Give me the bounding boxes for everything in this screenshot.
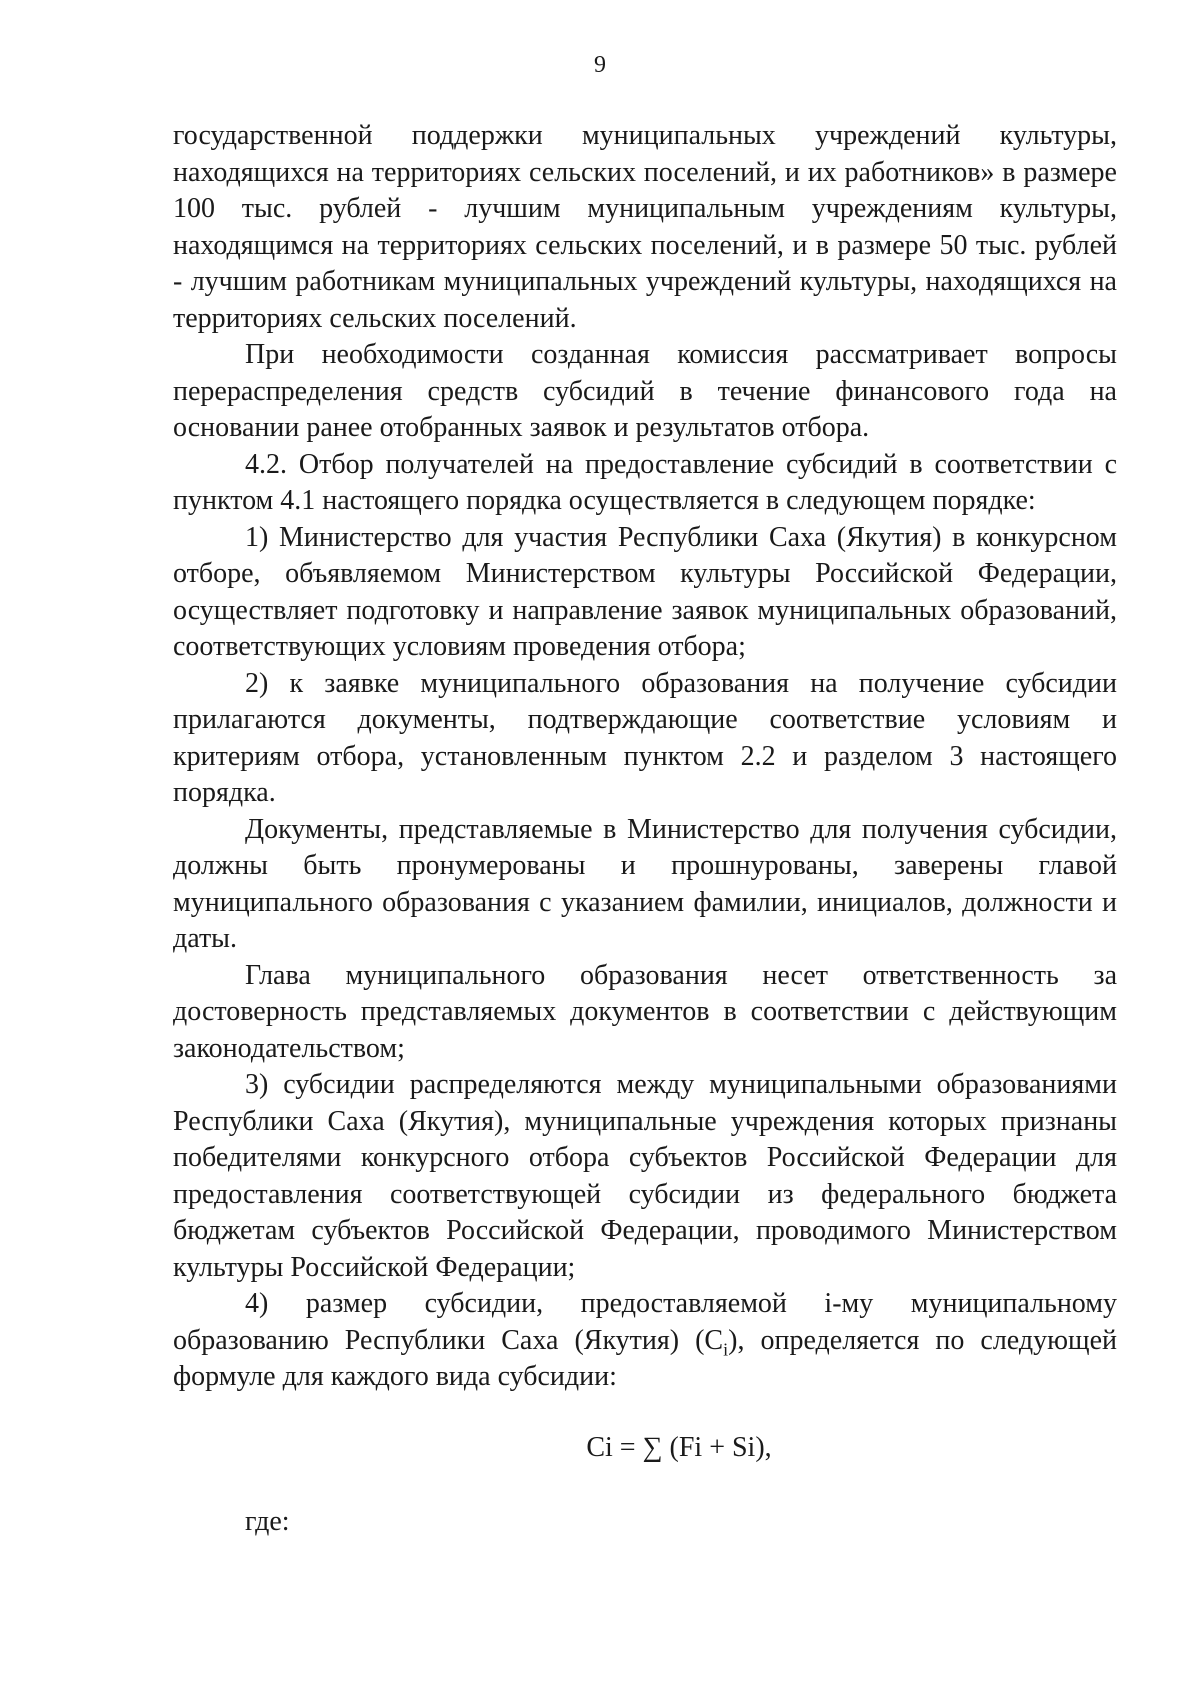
list-item-1: 1) Министерство для участия Республики Саха (Якутия) в конкурсном отборе, объявляемом Министерством культуры Российской Федерации, осуществляет подготовку и направление заявок муниципальных образований, соответствующих условиям проведения отбора; [173, 521, 1117, 662]
document-body [173, 118, 1117, 1540]
paragraph-documents: Документы, представляемые в Министерство для получения субсидии, должны быть пронумерованы и прошнурованы, заверены главой муниципального образования с указанием фамилии, инициалов, должности и даты. [173, 813, 1117, 954]
paragraph-commission: При необходимости созданная комиссия рассматривает вопросы перераспределения средств субсидий в течение финансового года на основании ранее отобранных заявок и результатов отбора. [173, 339, 1117, 443]
paragraph-continuation: государственной поддержки муниципальных учреждений культуры, находящихся на территориях сельских поселений, и их работников» в размере 100 тыс. рублей - лучшим муниципальным учреждениям культуры, находящимся на территориях сельских поселений, и в размере 50 тыс. рублей - лучшим работникам муниципальных учреждений культуры, находящихся на территориях сельских поселений. [173, 120, 1117, 334]
paragraph-4-2: 4.2. Отбор получателей на предоставление субсидий в соответствии с пунктом 4.1 настоящего порядка осуществляется в следующем порядке: [173, 448, 1117, 516]
list-item-3: 3) субсидии распределяются между муниципальными образованиями Республики Саха (Якутия), муниципальные учреждения которых признаны победителями конкурсного отбора субъектов Российской Федерации для предоставления соответствующей субсидии из федерального бюджета бюджетам субъектов Российской Федерации, проводимого Министерством культуры Российской Федерации; [173, 1069, 1117, 1283]
list-item-4 [173, 1286, 1117, 1396]
where-label: где: [245, 1505, 290, 1537]
page-number: 9 [594, 52, 606, 78]
list-item-2: 2) к заявке муниципального образования на получение субсидии прилагаются документы, подтверждающие соответствие условиям и критериям отбора, установленным пунктом 2.2 и разделом 3 настоящего порядка. [173, 667, 1117, 808]
list-item-4-text-end: ), определяется по следующей формуле для каждого вида субсидии: [173, 1324, 1117, 1392]
paragraph-responsibility: Глава муниципального образования несет ответственность за достоверность представляемых документов в соответствии с действующим законодательством; [173, 959, 1117, 1064]
formula: Ci = ∑ (Fi + Si), [586, 1431, 772, 1463]
subscript-i: i [723, 1339, 729, 1360]
list-item-4-text-start: 4) размер субсидии, предоставляемой i-му муниципальному образованию Республики Саха (Якутия) (C [173, 1288, 1117, 1356]
